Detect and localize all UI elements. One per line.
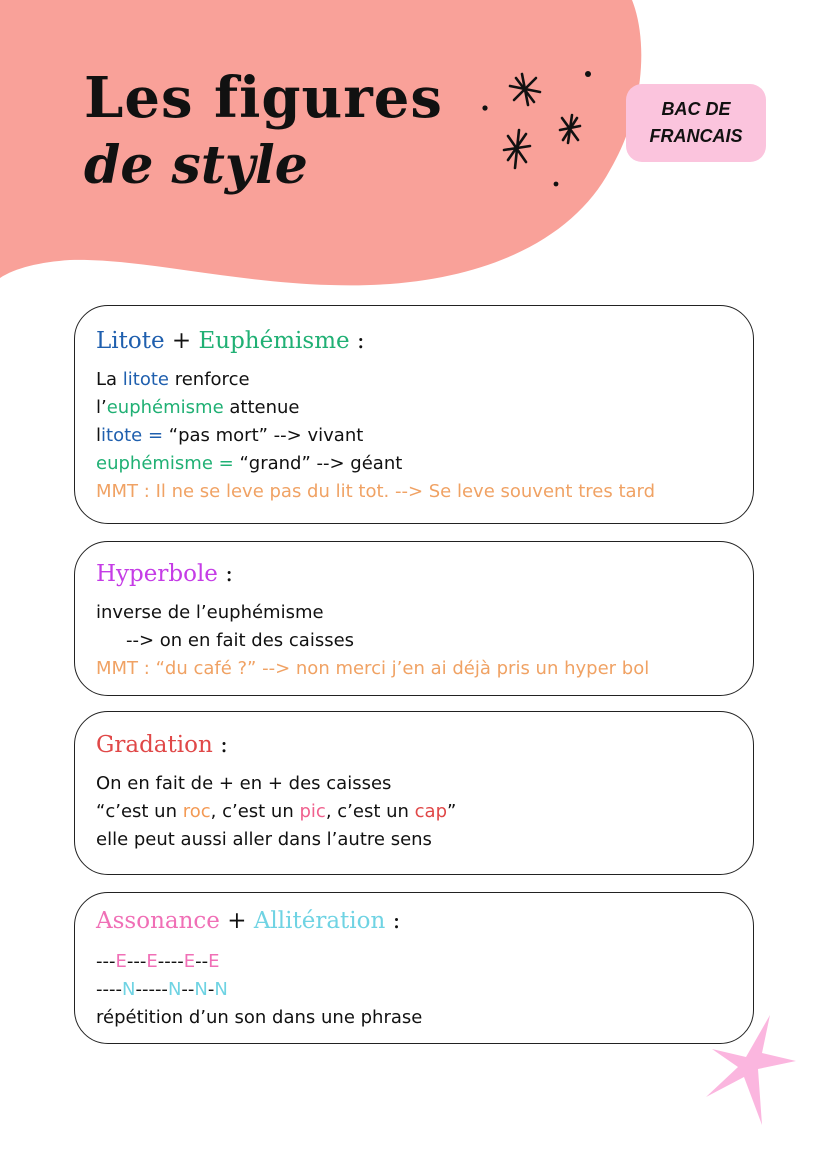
title-hyperbole: Hyperbole — [96, 561, 218, 587]
pattern-letter: E — [115, 951, 127, 972]
pattern-letter: E — [208, 951, 220, 972]
card-title: Assonance + Allitération : — [96, 908, 401, 934]
card-title: Hyperbole : — [96, 561, 233, 587]
alliteration-pattern — [96, 976, 753, 1004]
text-line: --> on en fait des caisses — [126, 630, 355, 651]
sparkle-star-icon — [510, 74, 540, 105]
bac-badge-line2: FRANCAIS — [649, 126, 743, 146]
pattern-dash: ---- — [157, 951, 184, 972]
pattern-letter: N — [194, 979, 208, 1000]
pattern-letter: N — [214, 979, 228, 1000]
bac-badge-line1: BAC DE — [661, 99, 731, 119]
text-line: On en fait de + en + des caisses — [96, 773, 392, 794]
sparkle-dot-icon — [482, 105, 487, 110]
text-line: inverse de l’euphémisme — [96, 602, 324, 623]
pattern-letter: E — [146, 951, 158, 972]
text-line: répétition d’un son dans une phrase — [96, 1007, 423, 1028]
text-line: l’euphémisme attenue — [96, 397, 300, 418]
example-line: MMT : “du café ?” --> non merci j’en ai déjà pris un hyper bol — [96, 658, 650, 679]
pattern-dash: -- — [195, 951, 209, 972]
pink-star-icon — [700, 1005, 800, 1135]
card-assonance-alliteration — [74, 892, 754, 1044]
assonance-pattern — [96, 948, 753, 976]
sparkle-dot-icon — [554, 182, 559, 187]
page-title-line1: Les figures — [84, 65, 443, 131]
title-litote: Litote — [96, 328, 165, 354]
text-line: elle peut aussi aller dans l’autre sens — [96, 829, 432, 850]
pattern-dash: -- — [181, 979, 195, 1000]
card-title: Gradation : — [96, 732, 228, 758]
card-hyperbole — [74, 541, 754, 696]
sparkle-star-icon — [504, 130, 530, 168]
pattern-dash: ---- — [96, 979, 122, 1000]
pattern-dash: --- — [126, 951, 147, 972]
example-line: MMT : Il ne se leve pas du lit tot. --> Se leve souvent tres tard — [96, 481, 656, 502]
pattern-letter: E — [183, 951, 196, 972]
card-title: Litote + Euphémisme : — [96, 328, 365, 354]
text-line: “c’est un roc, c’est un pic, c’est un cap” — [96, 801, 457, 822]
page-title — [84, 65, 443, 196]
text-line: litote = “pas mort” --> vivant — [96, 425, 364, 446]
pattern-dash: --- — [96, 951, 116, 972]
page-title-line2: de style — [84, 135, 308, 196]
bac-badge — [626, 84, 766, 162]
text-line: La litote renforce — [96, 369, 250, 390]
card-gradation — [74, 711, 754, 875]
sparkle-dot-icon — [585, 71, 591, 77]
title-alliteration: Allitération — [253, 908, 386, 934]
title-assonance: Assonance — [96, 908, 220, 934]
pattern-dash: ----- — [135, 979, 168, 1000]
pattern-letter: N — [167, 979, 182, 1000]
title-euphemisme: Euphémisme — [198, 328, 350, 354]
card-litote-euphemisme — [74, 305, 754, 524]
title-gradation: Gradation — [96, 732, 213, 758]
pattern-letter: N — [121, 979, 136, 1000]
text-line: euphémisme = “grand” --> géant — [96, 453, 403, 474]
sparkles-decoration — [470, 60, 610, 200]
pattern-dash: - — [207, 979, 215, 1000]
sparkle-star-icon — [560, 115, 580, 143]
